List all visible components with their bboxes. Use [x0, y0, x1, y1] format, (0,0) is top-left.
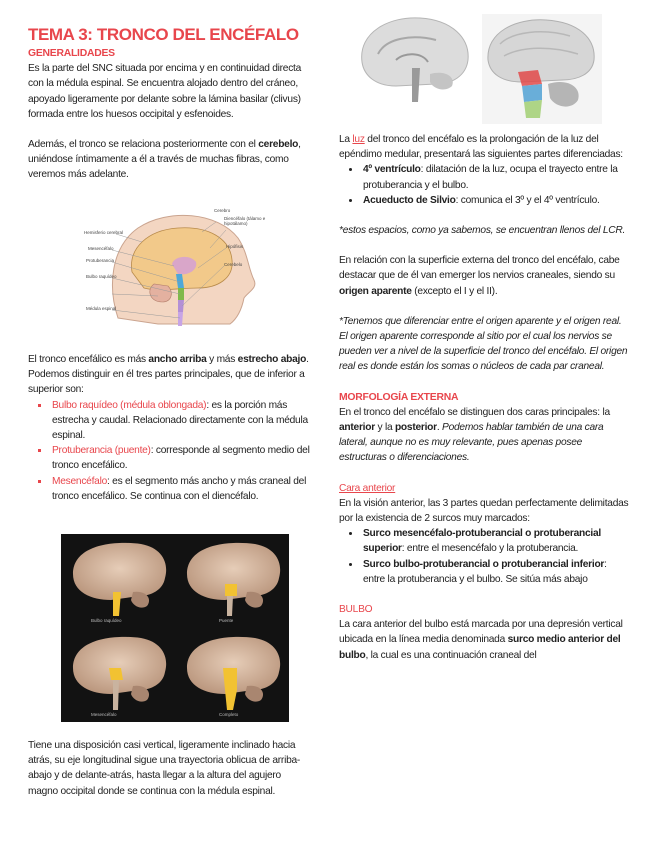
section-morfologia: MORFOLOGÍA EXTERNA	[339, 391, 459, 403]
list-item: • Surco bulbo-protuberancial o protuberancial inferior: entre la protuberancia y el bulbo. Se sitúa más abajo	[361, 557, 631, 587]
note-origen: *Tenemos que diferenciar entre el origen aparente y el origen real. El origen aparente corresponde al sitio por el cual los nervios se pueden ver a nivel de la superficie del tronco del encéfalo. El origen real es donde están los somas o núcleos de cada par craneal.	[339, 315, 628, 373]
paragraph-origen: En relación con la superficie externa del tronco del encéfalo, cabe destacar que de él van emerger los nervios craneales, siendo su origen aparente (excepto el I y el II).	[339, 255, 620, 297]
page-title: TEMA 3: TRONCO DEL ENCÉFALO	[28, 25, 299, 44]
list-item: • Surco mesencéfalo-protuberancial o protuberancial superior: entre el mesencéfalo y la protuberancia.	[361, 526, 631, 556]
list-item: • Acueducto de Silvio: comunica el 3º y el 4º ventrículo.	[361, 193, 631, 208]
right-column	[339, 132, 631, 663]
list-item: ▪ Protuberancia (puente): corresponde al segmento medio del tronco encefálico.	[50, 443, 310, 473]
left-column-bottom	[28, 738, 310, 799]
label-cerebro: Cerebro	[214, 208, 231, 213]
section-generalidades: GENERALIDADES	[28, 48, 115, 59]
head-anatomy-figure	[84, 208, 298, 334]
paragraph-cerebelo: Además, el tronco se relaciona posteriormente con el cerebelo, uniéndose íntimamente a él a través de muchas fibras, como veremos más adelante.	[28, 139, 301, 181]
quad-label-completo: Completo	[219, 712, 239, 717]
brain-sagittal-grey-figure	[356, 12, 474, 104]
quad-label-bulbo: Bulbo raquídeo	[91, 618, 122, 623]
paragraph-bulbo: La cara anterior del bulbo está marcada por una depresión vertical ubicada en la línea media denominada surco medio anterior del bulbo, la cual es una continuación craneal del	[339, 619, 623, 661]
subsection-cara-anterior: Cara anterior	[339, 482, 396, 494]
brain-sagittal-colored-figure	[482, 14, 602, 124]
label-cerebelo: Cerebelo	[224, 262, 243, 267]
label-hemisferio: Hemisferio cerebral	[84, 230, 124, 235]
parts-list	[28, 398, 310, 504]
left-column	[28, 24, 310, 183]
paragraph-intro: Es la parte del SNC situada por encima y en continuidad directa con la médula espinal. Se encuentra alojado dentro del cráneo, apoyado ligeramente por delante sobre la lámina basilar (clivus) formada entre los huesos occipital y esfenoides.	[28, 63, 302, 120]
note-lcr: *estos espacios, como ya sabemos, se encuentran llenos del LCR.	[339, 225, 626, 237]
paragraph-vision-anterior: En la visión anterior, las 3 partes quedan perfectamente delimitadas por la existencia de 2 surcos muy marcados:	[339, 497, 629, 525]
section-bulbo: BULBO	[339, 604, 373, 616]
paragraph-disposition: Tiene una disposición casi vertical, ligeramente inclinado hacia atrás, su eje longitudinal sigue una trayectoria oblicua de arriba-abajo y de delante-atrás, hasta llegar a la altura del agujero magno occipital donde se continua con la médula espinal.	[28, 740, 301, 797]
list-item: ▪ Bulbo raquídeo (médula oblongada): es la porción más estrecha y caudal. Relacionado directamente con la médula espinal.	[50, 398, 310, 444]
lumen-list	[339, 162, 631, 208]
label-hipofisis: Hipófisis	[226, 244, 244, 249]
list-item: ▪ Mesencéfalo: es el segmento más ancho y más craneal del tronco encefálico. Se continua con el diencéfalo.	[50, 474, 310, 504]
list-item: • 4º ventrículo: dilatación de la luz, ocupa el trayecto entre la protuberancia y el bulbo.	[361, 162, 631, 192]
label-protuberancia: Protuberancia	[86, 258, 115, 263]
quad-label-puente: Puente	[219, 618, 234, 623]
left-column-parts	[28, 352, 310, 504]
label-diencefalo: Diencéfalo (tálamo e hipotálamo)	[224, 216, 266, 226]
label-mesencefalo: Mesencéfalo	[88, 246, 114, 251]
paragraph-luz: La luz del tronco del encéfalo es la prolongación de la luz del epéndimo medular, presentará las siguientes partes diferenciadas:	[339, 134, 623, 161]
paragraph-caras: En el tronco del encéfalo se distinguen dos caras principales: la anterior y la posterior. Podemos hablar también de una cara lateral, aunque no es muy relevante, pues apenas posee estructuras o diferenciaciones.	[339, 406, 610, 464]
paragraph-parts: El tronco encefálico es más ancho arriba y más estrecho abajo. Podemos distinguir en él tres partes principales, que de inferior a superior son:	[28, 354, 309, 396]
brain-quad-figure	[61, 534, 289, 722]
label-medula: Médula espinal	[86, 306, 117, 311]
quad-label-mesencefalo: Mesencéfalo	[91, 712, 117, 717]
grooves-list	[339, 526, 631, 587]
label-bulbo: Bulbo raquídeo	[86, 274, 117, 279]
